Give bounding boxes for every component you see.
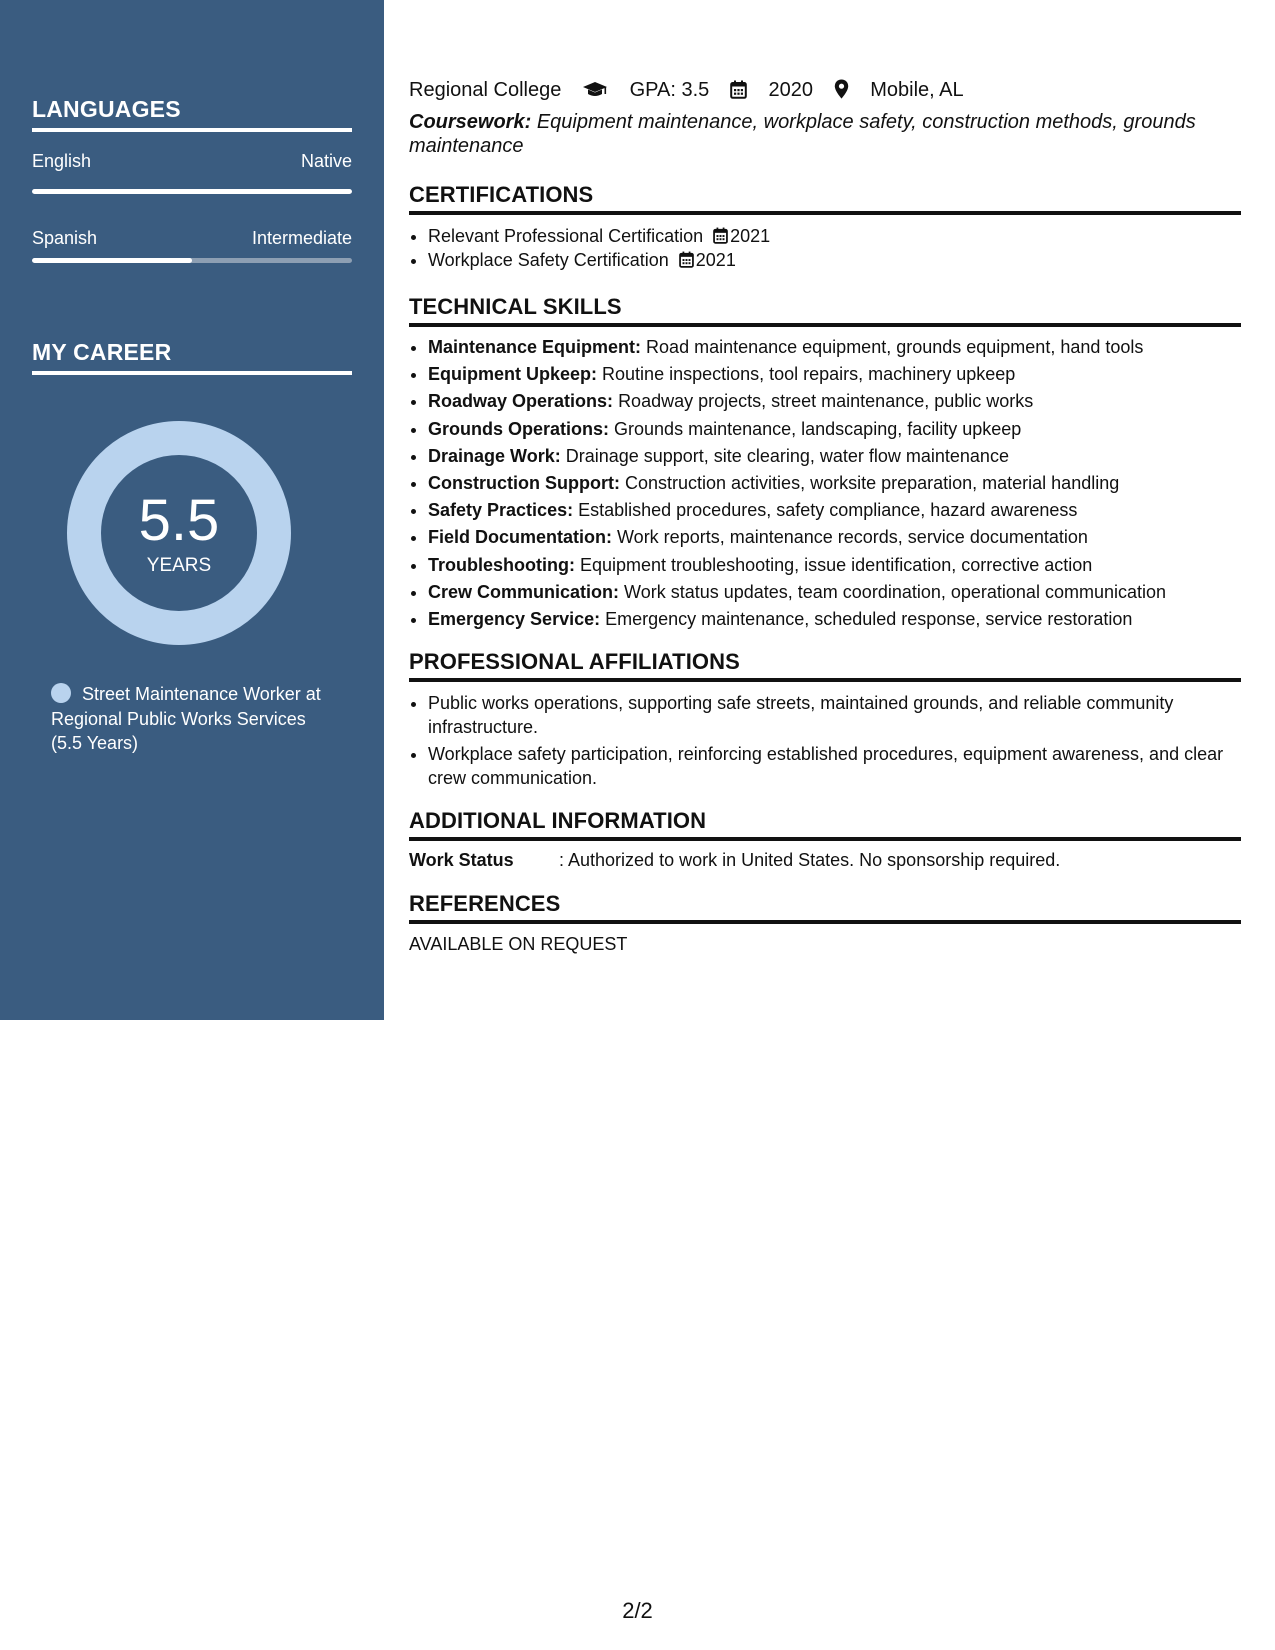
- references-text: AVAILABLE ON REQUEST: [409, 934, 628, 954]
- language-name: English: [32, 151, 92, 171]
- skill-label: Roadway Operations:: [428, 391, 614, 412]
- skill-label: Troubleshooting:: [428, 554, 575, 575]
- references-heading: REFERENCES: [409, 891, 1241, 924]
- skill-label: Safety Practices:: [428, 500, 574, 521]
- career-dot-icon: [51, 683, 71, 703]
- skill-text: Work status updates, team coordination, operational communication: [624, 581, 1166, 602]
- certification-item: [428, 224, 1260, 248]
- skill-item: [428, 606, 1260, 633]
- skill-text: Established procedures, safety compliance, hazard awareness: [578, 500, 1078, 521]
- skill-item: [428, 552, 1260, 579]
- career-item-text: Street Maintenance Worker at Regional Public Works Services (5.5 Years): [51, 684, 321, 753]
- affiliation-item: • Public works operations, supporting safe streets, maintained grounds, and reliable community infrastructure.: [428, 691, 1260, 739]
- skill-text: Roadway projects, street maintenance, public works: [618, 391, 1034, 412]
- skill-text: Routine inspections, tool repairs, machinery upkeep: [602, 364, 1016, 385]
- career-years-unit: YEARS: [146, 555, 212, 576]
- location-pin-icon: [834, 79, 849, 99]
- certification-item: [428, 248, 1260, 272]
- languages-heading: LANGUAGES: [32, 96, 352, 132]
- language-bar-fill: [32, 258, 192, 263]
- skill-label: Equipment Upkeep:: [428, 364, 598, 385]
- skill-text: Equipment troubleshooting, issue identification, corrective action: [580, 554, 1093, 575]
- skill-item: [428, 388, 1260, 415]
- skill-item: [428, 524, 1260, 551]
- work-status-value: : Authorized to work in United States. No sponsorship required.: [559, 850, 1061, 870]
- language-row-english: [32, 151, 352, 177]
- technical-skills-list: [409, 334, 1260, 633]
- additional-info-heading: ADDITIONAL INFORMATION: [409, 808, 1241, 841]
- certification-year: 2021: [695, 250, 736, 270]
- school-location: Mobile, AL: [870, 79, 964, 101]
- affiliation-item: • Workplace safety participation, reinforcing established procedures, equipment awareness, and clear crew communication.: [428, 742, 1260, 790]
- graduation-cap-icon: [582, 81, 608, 99]
- language-bar-english: [32, 189, 352, 194]
- language-row-spanish: [32, 228, 352, 254]
- page-number: 2/2: [622, 1598, 653, 1623]
- skill-item: [428, 497, 1260, 524]
- skill-label: Drainage Work:: [428, 445, 561, 466]
- work-status-label: Work Status: [409, 850, 514, 870]
- career-item: [51, 682, 341, 756]
- skill-item: [428, 443, 1260, 470]
- certifications-list: [409, 224, 1260, 272]
- coursework-label: Coursework:: [409, 111, 532, 133]
- technical-skills-heading: TECHNICAL SKILLS: [409, 294, 1241, 327]
- affiliations-heading: PROFESSIONAL AFFILIATIONS: [409, 649, 1241, 682]
- skill-text: Work reports, maintenance records, service documentation: [617, 527, 1088, 548]
- certification-name: Relevant Professional Certification: [428, 226, 704, 246]
- education-line: [409, 79, 964, 102]
- skill-text: Drainage support, site clearing, water flow maintenance: [565, 445, 1009, 466]
- skill-item: [428, 470, 1260, 497]
- calendar-icon: [730, 80, 747, 99]
- skill-label: Construction Support:: [428, 473, 620, 494]
- skill-item: [428, 361, 1260, 388]
- skill-item: [428, 579, 1260, 606]
- language-level: Intermediate: [251, 228, 352, 248]
- skill-text: Road maintenance equipment, grounds equipment, hand tools: [646, 337, 1144, 357]
- work-status: [409, 850, 1060, 871]
- calendar-icon: [679, 251, 694, 268]
- skill-text: Grounds maintenance, landscaping, facility upkeep: [614, 418, 1022, 439]
- coursework-text: Equipment maintenance, workplace safety, construction methods, grounds maintenance: [409, 111, 1196, 157]
- certification-name: Workplace Safety Certification: [428, 250, 669, 270]
- affiliations-list: [409, 691, 1260, 793]
- language-level: Native: [300, 151, 352, 171]
- career-years-value: 5.5: [138, 488, 220, 553]
- skill-text: Construction activities, worksite preparation, material handling: [625, 473, 1120, 494]
- calendar-icon: [713, 227, 728, 244]
- sidebar: [0, 0, 384, 1020]
- coursework: [409, 110, 1241, 158]
- skill-item: [428, 416, 1260, 443]
- language-bar-fill: [32, 189, 352, 194]
- gpa-text: GPA: 3.5: [629, 79, 710, 101]
- language-name: Spanish: [32, 228, 98, 248]
- certifications-heading: CERTIFICATIONS: [409, 182, 1241, 215]
- skill-label: Maintenance Equipment:: [428, 337, 642, 357]
- skill-text: Emergency maintenance, scheduled response, service restoration: [605, 609, 1133, 630]
- skill-label: Crew Communication:: [428, 581, 620, 602]
- skill-label: Field Documentation:: [428, 527, 612, 548]
- career-years-donut: [67, 421, 291, 645]
- skill-label: Emergency Service:: [428, 609, 601, 630]
- school-name: Regional College: [409, 79, 562, 101]
- skill-label: Grounds Operations:: [428, 418, 610, 439]
- certification-year: 2021: [730, 226, 771, 246]
- language-bar-spanish: [32, 258, 352, 263]
- graduation-year: 2020: [768, 79, 813, 101]
- career-heading: MY CAREER: [32, 339, 352, 375]
- skill-item: [428, 334, 1260, 361]
